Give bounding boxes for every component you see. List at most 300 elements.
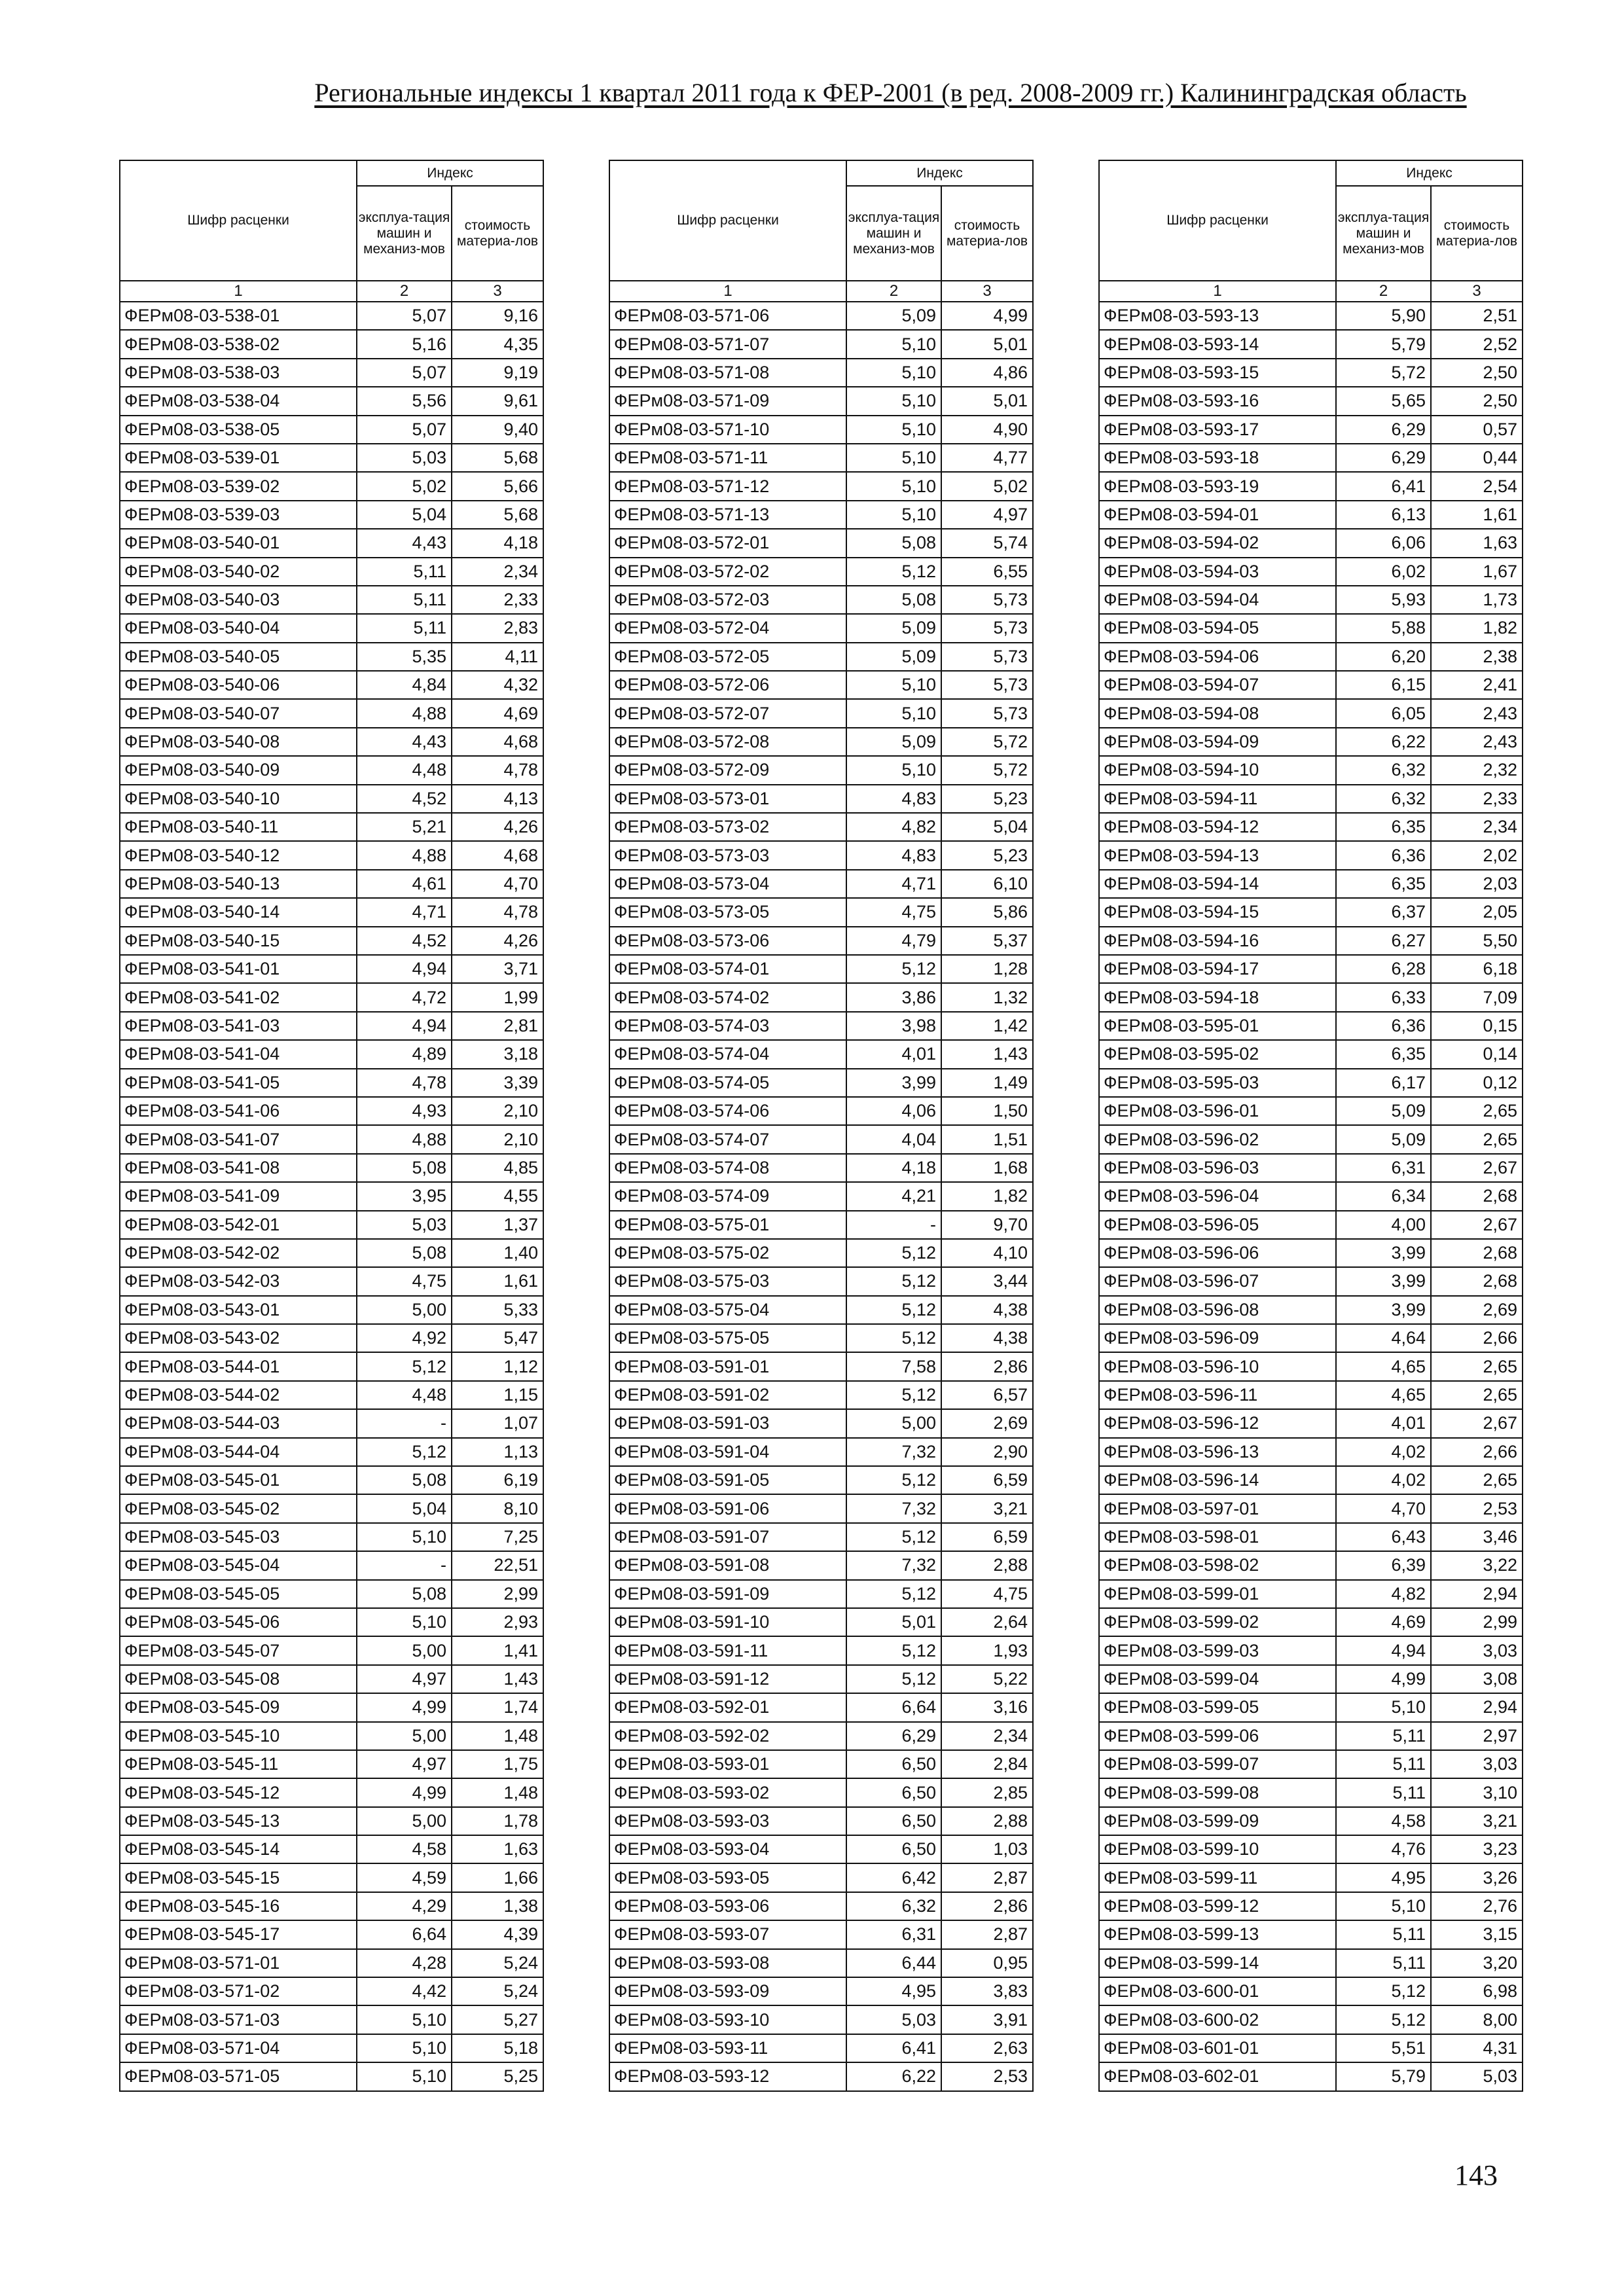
- materials-index-cell: 1,38: [452, 1892, 543, 1920]
- materials-index-cell: 1,40: [452, 1239, 543, 1267]
- table-row: [1099, 330, 1523, 358]
- materials-index-cell: 2,10: [452, 1097, 543, 1125]
- machines-index-cell: 4,29: [357, 1892, 452, 1920]
- materials-index-cell: 2,33: [1431, 785, 1523, 813]
- rate-code-cell: ФЕРм08-03-545-05: [120, 1580, 357, 1608]
- materials-index-cell: 2,54: [1431, 472, 1523, 500]
- machines-index-cell: 5,01: [846, 1608, 941, 1636]
- table-row: [609, 416, 1033, 444]
- materials-index-cell: 5,24: [452, 1977, 543, 2005]
- materials-index-cell: 3,46: [1431, 1523, 1523, 1551]
- machines-index-cell: 6,05: [1336, 699, 1431, 727]
- table-row: [120, 671, 543, 699]
- rate-code-cell: ФЕРм08-03-594-08: [1099, 699, 1336, 727]
- materials-index-cell: 2,34: [452, 558, 543, 586]
- materials-index-cell: 2,65: [1431, 1381, 1523, 1409]
- machines-index-cell: 6,17: [1336, 1069, 1431, 1097]
- rate-code-cell: ФЕРм08-03-571-04: [120, 2034, 357, 2062]
- rate-code-cell: ФЕРм08-03-571-09: [609, 387, 846, 415]
- table-row: [1099, 1920, 1523, 1948]
- header-col-number: 2: [1336, 281, 1431, 302]
- materials-index-cell: 1,93: [941, 1636, 1033, 1664]
- materials-index-cell: 5,23: [941, 785, 1033, 813]
- materials-index-cell: 6,59: [941, 1523, 1033, 1551]
- materials-index-cell: 2,52: [1431, 330, 1523, 358]
- machines-index-cell: 5,08: [846, 529, 941, 557]
- table-row: [609, 643, 1033, 671]
- rate-code-cell: ФЕРм08-03-596-10: [1099, 1352, 1336, 1380]
- machines-index-cell: 6,15: [1336, 671, 1431, 699]
- materials-index-cell: 3,23: [1431, 1835, 1523, 1863]
- table-row: [1099, 1693, 1523, 1721]
- machines-index-cell: -: [846, 1211, 941, 1239]
- table-row: [1099, 1409, 1523, 1437]
- materials-index-cell: 2,38: [1431, 643, 1523, 671]
- rate-code-cell: ФЕРм08-03-571-08: [609, 359, 846, 387]
- rate-code-cell: ФЕРм08-03-599-14: [1099, 1949, 1336, 1977]
- rate-code-cell: ФЕРм08-03-572-02: [609, 558, 846, 586]
- rate-code-cell: ФЕРм08-03-572-09: [609, 756, 846, 784]
- table-row: [609, 359, 1033, 387]
- table-row: [1099, 1267, 1523, 1295]
- rate-code-cell: ФЕРм08-03-591-11: [609, 1636, 846, 1664]
- machines-index-cell: 4,88: [357, 841, 452, 869]
- materials-index-cell: 3,91: [941, 2005, 1033, 2034]
- machines-index-cell: 5,07: [357, 416, 452, 444]
- table-row: [120, 1409, 543, 1437]
- rate-code-cell: ФЕРм08-03-544-02: [120, 1381, 357, 1409]
- materials-index-cell: 4,68: [452, 728, 543, 756]
- machines-index-cell: 5,08: [357, 1154, 452, 1182]
- materials-index-cell: 4,38: [941, 1324, 1033, 1352]
- machines-index-cell: 5,12: [846, 1267, 941, 1295]
- machines-index-cell: 5,08: [846, 586, 941, 614]
- header-index: Индекс: [357, 160, 543, 186]
- rate-code-cell: ФЕРм08-03-542-03: [120, 1267, 357, 1295]
- table-row: [609, 841, 1033, 869]
- table-row: [609, 1523, 1033, 1551]
- index-table: [119, 160, 544, 2092]
- materials-index-cell: 1,82: [941, 1182, 1033, 1210]
- table-row: [1099, 1069, 1523, 1097]
- table-row: [1099, 1863, 1523, 1892]
- materials-index-cell: 5,02: [941, 472, 1033, 500]
- rate-code-cell: ФЕРм08-03-593-06: [609, 1892, 846, 1920]
- machines-index-cell: 6,22: [1336, 728, 1431, 756]
- machines-index-cell: 4,02: [1336, 1438, 1431, 1466]
- machines-index-cell: 6,50: [846, 1835, 941, 1863]
- table-row: [120, 1211, 543, 1239]
- machines-index-cell: 5,10: [357, 2062, 452, 2090]
- materials-index-cell: 3,83: [941, 1977, 1033, 2005]
- rate-code-cell: ФЕРм08-03-541-03: [120, 1012, 357, 1040]
- machines-index-cell: 5,08: [357, 1466, 452, 1494]
- materials-index-cell: 5,04: [941, 813, 1033, 841]
- machines-index-cell: 6,27: [1336, 927, 1431, 955]
- rate-code-cell: ФЕРм08-03-573-01: [609, 785, 846, 813]
- materials-index-cell: 1,32: [941, 983, 1033, 1011]
- machines-index-cell: 3,99: [1336, 1267, 1431, 1295]
- machines-index-cell: 5,10: [846, 387, 941, 415]
- machines-index-cell: 4,43: [357, 529, 452, 557]
- rate-code-cell: ФЕРм08-03-575-02: [609, 1239, 846, 1267]
- rate-code-cell: ФЕРм08-03-541-01: [120, 955, 357, 983]
- machines-index-cell: 5,10: [357, 1523, 452, 1551]
- table-row: [120, 1949, 543, 1977]
- rate-code-cell: ФЕРм08-03-594-06: [1099, 643, 1336, 671]
- machines-index-cell: 6,22: [846, 2062, 941, 2090]
- machines-index-cell: 6,20: [1336, 643, 1431, 671]
- machines-index-cell: 5,10: [1336, 1892, 1431, 1920]
- materials-index-cell: 1,99: [452, 983, 543, 1011]
- materials-index-cell: 5,68: [452, 444, 543, 472]
- rate-code-cell: ФЕРм08-03-593-16: [1099, 387, 1336, 415]
- machines-index-cell: -: [357, 1551, 452, 1579]
- rate-code-cell: ФЕРм08-03-540-07: [120, 699, 357, 727]
- table-row: [1099, 1608, 1523, 1636]
- machines-index-cell: 5,10: [846, 444, 941, 472]
- materials-index-cell: 0,15: [1431, 1012, 1523, 1040]
- materials-index-cell: 5,01: [941, 387, 1033, 415]
- header-materials: стоимость материа-лов: [452, 186, 543, 281]
- machines-index-cell: 4,84: [357, 671, 452, 699]
- rate-code-cell: ФЕРм08-03-599-01: [1099, 1580, 1336, 1608]
- materials-index-cell: 4,38: [941, 1296, 1033, 1324]
- machines-index-cell: 6,35: [1336, 870, 1431, 898]
- materials-index-cell: 5,68: [452, 501, 543, 529]
- rate-code-cell: ФЕРм08-03-574-06: [609, 1097, 846, 1125]
- materials-index-cell: 5,73: [941, 699, 1033, 727]
- materials-index-cell: 2,86: [941, 1892, 1033, 1920]
- materials-index-cell: 4,39: [452, 1920, 543, 1948]
- rate-code-cell: ФЕРм08-03-599-07: [1099, 1750, 1336, 1778]
- table-row: [120, 2005, 543, 2034]
- machines-index-cell: 5,10: [846, 699, 941, 727]
- materials-index-cell: 4,69: [452, 699, 543, 727]
- table-row: [1099, 728, 1523, 756]
- machines-index-cell: 5,11: [1336, 1920, 1431, 1948]
- machines-index-cell: 5,12: [1336, 2005, 1431, 2034]
- materials-index-cell: 1,48: [452, 1722, 543, 1750]
- materials-index-cell: 2,88: [941, 1551, 1033, 1579]
- rate-code-cell: ФЕРм08-03-573-02: [609, 813, 846, 841]
- table-row: [1099, 1352, 1523, 1380]
- machines-index-cell: 6,29: [846, 1722, 941, 1750]
- materials-index-cell: 6,19: [452, 1466, 543, 1494]
- table-row: [609, 1409, 1033, 1437]
- materials-index-cell: 2,87: [941, 1920, 1033, 1948]
- machines-index-cell: 4,75: [846, 898, 941, 926]
- materials-index-cell: 2,86: [941, 1352, 1033, 1380]
- rate-code-cell: ФЕРм08-03-596-04: [1099, 1182, 1336, 1210]
- machines-index-cell: 4,97: [357, 1665, 452, 1693]
- rate-code-cell: ФЕРм08-03-539-01: [120, 444, 357, 472]
- rate-code-cell: ФЕРм08-03-574-09: [609, 1182, 846, 1210]
- table-row: [609, 1097, 1033, 1125]
- machines-index-cell: 4,01: [1336, 1409, 1431, 1437]
- rate-code-cell: ФЕРм08-03-545-14: [120, 1835, 357, 1863]
- rate-code-cell: ФЕРм08-03-599-04: [1099, 1665, 1336, 1693]
- rate-code-cell: ФЕРм08-03-541-05: [120, 1069, 357, 1097]
- table-row: [1099, 643, 1523, 671]
- machines-index-cell: 4,70: [1336, 1494, 1431, 1522]
- table-row: [1099, 1012, 1523, 1040]
- materials-index-cell: 1,41: [452, 1636, 543, 1664]
- materials-index-cell: 5,73: [941, 586, 1033, 614]
- materials-index-cell: 1,37: [452, 1211, 543, 1239]
- rate-code-cell: ФЕРм08-03-575-03: [609, 1267, 846, 1295]
- materials-index-cell: 2,34: [941, 1722, 1033, 1750]
- table-row: [1099, 983, 1523, 1011]
- rate-code-cell: ФЕРм08-03-545-17: [120, 1920, 357, 1948]
- rate-code-cell: ФЕРм08-03-593-11: [609, 2034, 846, 2062]
- table-row: [120, 416, 543, 444]
- table-row: [1099, 444, 1523, 472]
- table-row: [1099, 1636, 1523, 1664]
- rate-code-cell: ФЕРм08-03-596-08: [1099, 1296, 1336, 1324]
- header-machines: эксплуа-тация машин и механиз-мов: [1336, 186, 1431, 281]
- table-row: [1099, 1807, 1523, 1835]
- materials-index-cell: 5,73: [941, 643, 1033, 671]
- machines-index-cell: 5,35: [357, 643, 452, 671]
- table-row: [1099, 1551, 1523, 1579]
- rate-code-cell: ФЕРм08-03-545-03: [120, 1523, 357, 1551]
- rate-code-cell: ФЕРм08-03-592-01: [609, 1693, 846, 1721]
- rate-code-cell: ФЕРм08-03-571-13: [609, 501, 846, 529]
- table-row: [609, 1352, 1033, 1380]
- table-row: [1099, 614, 1523, 642]
- rate-code-cell: ФЕРм08-03-594-09: [1099, 728, 1336, 756]
- machines-index-cell: 5,00: [846, 1409, 941, 1437]
- rate-code-cell: ФЕРм08-03-596-03: [1099, 1154, 1336, 1182]
- machines-index-cell: 5,00: [357, 1807, 452, 1835]
- materials-index-cell: 4,26: [452, 927, 543, 955]
- table-row: [1099, 1523, 1523, 1551]
- materials-index-cell: 4,68: [452, 841, 543, 869]
- materials-index-cell: 3,21: [941, 1494, 1033, 1522]
- table-row: [609, 2062, 1033, 2090]
- rate-code-cell: ФЕРм08-03-596-09: [1099, 1324, 1336, 1352]
- table-row: [120, 955, 543, 983]
- machines-index-cell: 5,12: [357, 1438, 452, 1466]
- machines-index-cell: 6,37: [1336, 898, 1431, 926]
- table-row: [120, 699, 543, 727]
- rate-code-cell: ФЕРм08-03-594-16: [1099, 927, 1336, 955]
- materials-index-cell: 3,20: [1431, 1949, 1523, 1977]
- table-row: [120, 1097, 543, 1125]
- materials-index-cell: 1,61: [1431, 501, 1523, 529]
- machines-index-cell: 6,50: [846, 1750, 941, 1778]
- machines-index-cell: 3,99: [1336, 1239, 1431, 1267]
- table-row: [120, 1381, 543, 1409]
- machines-index-cell: 5,10: [357, 2005, 452, 2034]
- table-row: [1099, 1466, 1523, 1494]
- machines-index-cell: 5,07: [357, 359, 452, 387]
- machines-index-cell: 5,08: [357, 1580, 452, 1608]
- rate-code-cell: ФЕРм08-03-593-03: [609, 1807, 846, 1835]
- machines-index-cell: 4,72: [357, 983, 452, 1011]
- rate-code-cell: ФЕРм08-03-572-04: [609, 614, 846, 642]
- rate-code-cell: ФЕРм08-03-538-05: [120, 416, 357, 444]
- header-col-number: 1: [1099, 281, 1336, 302]
- materials-index-cell: 5,74: [941, 529, 1033, 557]
- machines-index-cell: 6,43: [1336, 1523, 1431, 1551]
- table-row: [609, 870, 1033, 898]
- materials-index-cell: 5,22: [941, 1665, 1033, 1693]
- materials-index-cell: 1,73: [1431, 586, 1523, 614]
- materials-index-cell: 2,65: [1431, 1352, 1523, 1380]
- machines-index-cell: 4,59: [357, 1863, 452, 1892]
- rate-code-cell: ФЕРм08-03-545-02: [120, 1494, 357, 1522]
- rate-code-cell: ФЕРм08-03-593-10: [609, 2005, 846, 2034]
- rate-code-cell: ФЕРм08-03-593-15: [1099, 359, 1336, 387]
- table-row: [1099, 1977, 1523, 2005]
- machines-index-cell: 4,78: [357, 1069, 452, 1097]
- machines-index-cell: 6,31: [1336, 1154, 1431, 1182]
- machines-index-cell: 6,02: [1336, 558, 1431, 586]
- materials-index-cell: 9,61: [452, 387, 543, 415]
- materials-index-cell: 2,51: [1431, 302, 1523, 330]
- rate-code-cell: ФЕРм08-03-593-04: [609, 1835, 846, 1863]
- table-row: [609, 302, 1033, 330]
- machines-index-cell: 4,71: [846, 870, 941, 898]
- materials-index-cell: 5,73: [941, 614, 1033, 642]
- machines-index-cell: 6,32: [1336, 785, 1431, 813]
- materials-index-cell: 3,10: [1431, 1778, 1523, 1806]
- machines-index-cell: 4,82: [1336, 1580, 1431, 1608]
- materials-index-cell: 2,50: [1431, 387, 1523, 415]
- rate-code-cell: ФЕРм08-03-540-12: [120, 841, 357, 869]
- rate-code-cell: ФЕРм08-03-545-01: [120, 1466, 357, 1494]
- rate-code-cell: ФЕРм08-03-599-05: [1099, 1693, 1336, 1721]
- rate-code-cell: ФЕРм08-03-540-14: [120, 898, 357, 926]
- rate-code-cell: ФЕРм08-03-540-11: [120, 813, 357, 841]
- rate-code-cell: ФЕРм08-03-596-12: [1099, 1409, 1336, 1437]
- materials-index-cell: 1,82: [1431, 614, 1523, 642]
- rate-code-cell: ФЕРм08-03-594-14: [1099, 870, 1336, 898]
- table-row: [120, 302, 543, 330]
- materials-index-cell: 5,24: [452, 1949, 543, 1977]
- machines-index-cell: 4,65: [1336, 1352, 1431, 1380]
- materials-index-cell: 3,18: [452, 1040, 543, 1068]
- materials-index-cell: 1,61: [452, 1267, 543, 1295]
- table-row: [120, 1239, 543, 1267]
- table-row: [120, 1352, 543, 1380]
- machines-index-cell: 4,43: [357, 728, 452, 756]
- machines-index-cell: 5,03: [357, 444, 452, 472]
- table-row: [1099, 359, 1523, 387]
- rate-code-cell: ФЕРм08-03-592-02: [609, 1722, 846, 1750]
- rate-code-cell: ФЕРм08-03-540-08: [120, 728, 357, 756]
- materials-index-cell: 1,07: [452, 1409, 543, 1437]
- machines-index-cell: 5,12: [846, 558, 941, 586]
- materials-index-cell: 22,51: [452, 1551, 543, 1579]
- table-row: [120, 1040, 543, 1068]
- machines-index-cell: 4,58: [357, 1835, 452, 1863]
- rate-code-cell: ФЕРм08-03-591-07: [609, 1523, 846, 1551]
- machines-index-cell: 5,10: [357, 2034, 452, 2062]
- rate-code-cell: ФЕРм08-03-594-04: [1099, 586, 1336, 614]
- table-row: [609, 1863, 1033, 1892]
- table-row: [120, 387, 543, 415]
- table-row: [609, 1211, 1033, 1239]
- materials-index-cell: 1,28: [941, 955, 1033, 983]
- materials-index-cell: 6,55: [941, 558, 1033, 586]
- materials-index-cell: 2,53: [1431, 1494, 1523, 1522]
- rate-code-cell: ФЕРм08-03-540-13: [120, 870, 357, 898]
- materials-index-cell: 4,97: [941, 501, 1033, 529]
- rate-code-cell: ФЕРм08-03-599-10: [1099, 1835, 1336, 1863]
- materials-index-cell: 6,57: [941, 1381, 1033, 1409]
- materials-index-cell: 2,85: [941, 1778, 1033, 1806]
- table-row: [120, 1324, 543, 1352]
- rate-code-cell: ФЕРм08-03-575-05: [609, 1324, 846, 1352]
- table-row: [120, 1580, 543, 1608]
- table-row: [120, 444, 543, 472]
- materials-index-cell: 5,27: [452, 2005, 543, 2034]
- materials-index-cell: 2,88: [941, 1807, 1033, 1835]
- materials-index-cell: 1,43: [941, 1040, 1033, 1068]
- rate-code-cell: ФЕРм08-03-600-02: [1099, 2005, 1336, 2034]
- table-row: [120, 1750, 543, 1778]
- materials-index-cell: 5,25: [452, 2062, 543, 2090]
- materials-index-cell: 2,68: [1431, 1267, 1523, 1295]
- rate-code-cell: ФЕРм08-03-541-06: [120, 1097, 357, 1125]
- rate-code-cell: ФЕРм08-03-545-04: [120, 1551, 357, 1579]
- machines-index-cell: 5,07: [357, 302, 452, 330]
- rate-code-cell: ФЕРм08-03-540-10: [120, 785, 357, 813]
- materials-index-cell: 5,72: [941, 728, 1033, 756]
- machines-index-cell: 4,95: [846, 1977, 941, 2005]
- table-row: [120, 1977, 543, 2005]
- machines-index-cell: 4,83: [846, 785, 941, 813]
- table-row: [120, 529, 543, 557]
- machines-index-cell: 5,04: [357, 501, 452, 529]
- materials-index-cell: 2,65: [1431, 1125, 1523, 1153]
- materials-index-cell: 2,84: [941, 1750, 1033, 1778]
- rate-code-cell: ФЕРм08-03-599-06: [1099, 1722, 1336, 1750]
- machines-index-cell: 5,79: [1336, 2062, 1431, 2090]
- machines-index-cell: 4,61: [357, 870, 452, 898]
- rate-code-cell: ФЕРм08-03-596-11: [1099, 1381, 1336, 1409]
- table-row: [1099, 2062, 1523, 2090]
- machines-index-cell: 4,92: [357, 1324, 452, 1352]
- table-row: [609, 1012, 1033, 1040]
- table-row: [120, 927, 543, 955]
- rate-code-cell: ФЕРм08-03-594-15: [1099, 898, 1336, 926]
- machines-index-cell: 5,08: [357, 1239, 452, 1267]
- rate-code-cell: ФЕРм08-03-540-04: [120, 614, 357, 642]
- table-row: [609, 2034, 1033, 2062]
- table-row: [120, 472, 543, 500]
- table-row: [609, 1807, 1033, 1835]
- materials-index-cell: 4,85: [452, 1154, 543, 1182]
- table-row: [609, 1438, 1033, 1466]
- machines-index-cell: 5,12: [846, 1665, 941, 1693]
- materials-index-cell: 1,50: [941, 1097, 1033, 1125]
- rate-code-cell: ФЕРм08-03-543-01: [120, 1296, 357, 1324]
- machines-index-cell: 6,36: [1336, 841, 1431, 869]
- machines-index-cell: 7,32: [846, 1438, 941, 1466]
- materials-index-cell: 8,10: [452, 1494, 543, 1522]
- materials-index-cell: 2,99: [452, 1580, 543, 1608]
- rate-code-cell: ФЕРм08-03-593-02: [609, 1778, 846, 1806]
- materials-index-cell: 2,34: [1431, 813, 1523, 841]
- table-row: [120, 586, 543, 614]
- materials-index-cell: 4,77: [941, 444, 1033, 472]
- page-number: 143: [1454, 2159, 1498, 2191]
- rate-code-cell: ФЕРм08-03-540-01: [120, 529, 357, 557]
